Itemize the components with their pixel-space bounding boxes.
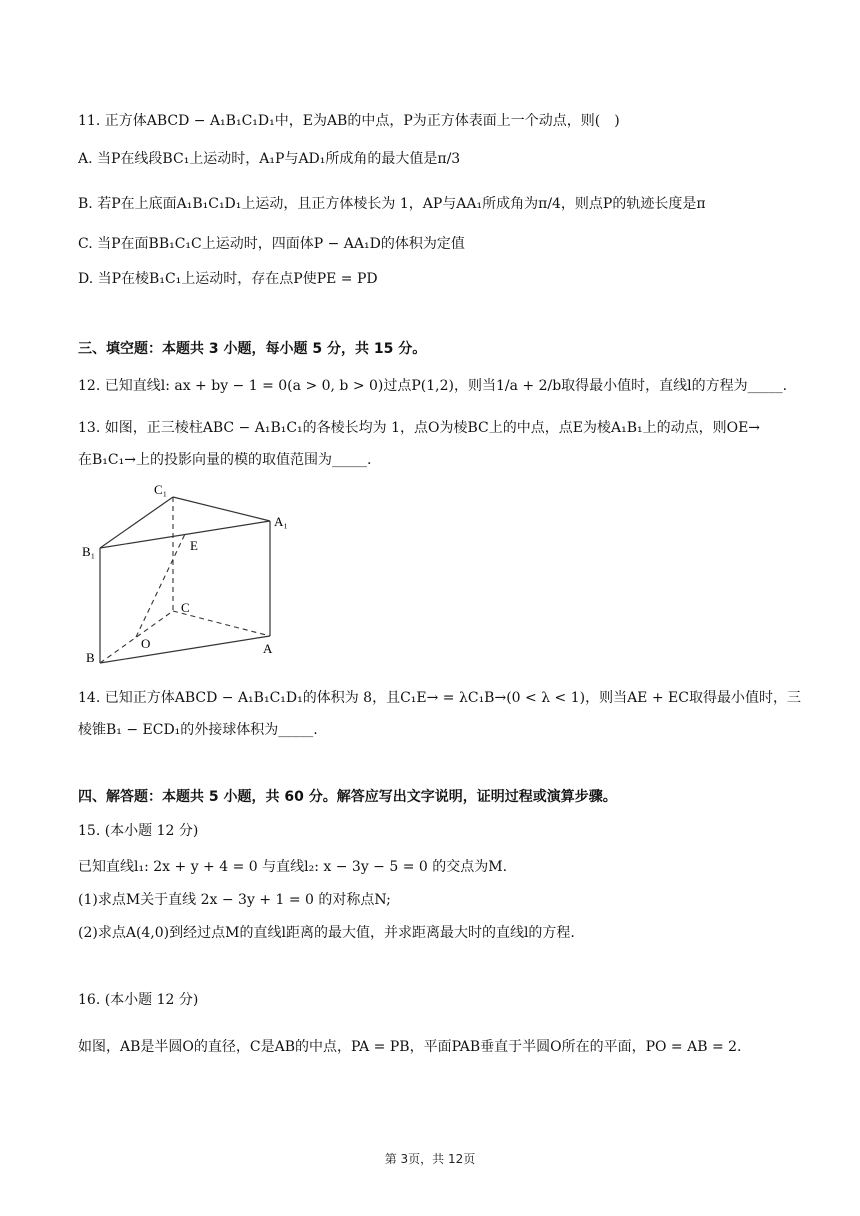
label-a: A (263, 641, 273, 656)
label-b: B (86, 650, 95, 665)
label-a1: A₁ (274, 514, 288, 529)
section-4-title: 四、解答题：本题共 5 小题，共 60 分。解答应写出文字说明，证明过程或演算步骤。 (78, 789, 617, 805)
q15-header: 15. (本小题 12 分) (78, 823, 199, 839)
edge-c1-a1 (173, 497, 270, 521)
label-o: O (141, 636, 151, 651)
q16-header: 16. (本小题 12 分) (78, 992, 199, 1008)
page-footer: 第 3页，共 12页 (384, 1152, 476, 1166)
q11-option-b: B. 若P在上底面A₁B₁C₁D₁上运动，且正方体棱长为 1，AP与AA₁所成角为π/4，则点P的轨迹长度是π (78, 196, 706, 212)
q11-option-d: D. 当P在棱B₁C₁上运动时，存在点P使PE = PD (78, 271, 378, 287)
q13-line-1: 13. 如图，正三棱柱ABC − A₁B₁C₁的各棱长均为 1，点O为棱BC上的中点，点E为棱A₁B₁上的动点，则OE→ (78, 420, 761, 436)
q13-line-2: 在B₁C₁→上的投影向量的模的取值范围为_____. (78, 452, 372, 468)
q14-line-1: 14. 已知正方体ABCD − A₁B₁C₁D₁的体积为 8，且C₁E→ = λC₁B→(0 < λ < 1)，则当AE + EC取得最小值时，三 (78, 690, 801, 706)
label-c: C (181, 600, 190, 615)
label-b1: B₁ (82, 544, 96, 559)
edge-b1-a1 (100, 521, 270, 548)
segment-o-e-hidden (136, 534, 185, 637)
q11-option-c: C. 当P在面BB₁C₁C上运动时，四面体P − AA₁D的体积为定值 (78, 236, 465, 252)
prism-figure (78, 480, 308, 670)
q11-stem: 11. 正方体ABCD − A₁B₁C₁D₁中，E为AB的中点，P为正方体表面上一个动点，则( ) (78, 113, 620, 129)
q16-stem: 如图，AB是半圆O的直径，C是AB的中点，PA = PB，平面PAB垂直于半圆O所在的平面，PO = AB = 2. (78, 1039, 742, 1055)
edge-b-a (100, 636, 270, 663)
section-3-title: 三、填空题：本题共 3 小题，每小题 5 分，共 15 分。 (78, 341, 427, 357)
label-e: E (190, 538, 198, 553)
q15-stem: 已知直线l₁: 2x + y + 4 = 0 与直线l₂: x − 3y − 5 = 0 的交点为M. (78, 859, 508, 875)
q11-option-a: A. 当P在线段BC₁上运动时，A₁P与AD₁所成角的最大值是π/3 (78, 151, 461, 167)
q15-part-1: (1)求点M关于直线 2x − 3y + 1 = 0 的对称点N; (78, 892, 391, 908)
q15-part-2: (2)求点A(4,0)到经过点M的直线l距离的最大值，并求距离最大时的直线l的方程. (78, 925, 575, 941)
q14-line-2: 棱锥B₁ − ECD₁的外接球体积为_____. (78, 722, 318, 738)
edge-b1-c1 (100, 497, 173, 548)
label-c1: C₁ (154, 482, 168, 497)
q12-text: 12. 已知直线l: ax + by − 1 = 0(a > 0, b > 0)过点P(1,2)，则当1/a + 2/b取得最小值时，直线l的方程为_____. (78, 378, 788, 394)
